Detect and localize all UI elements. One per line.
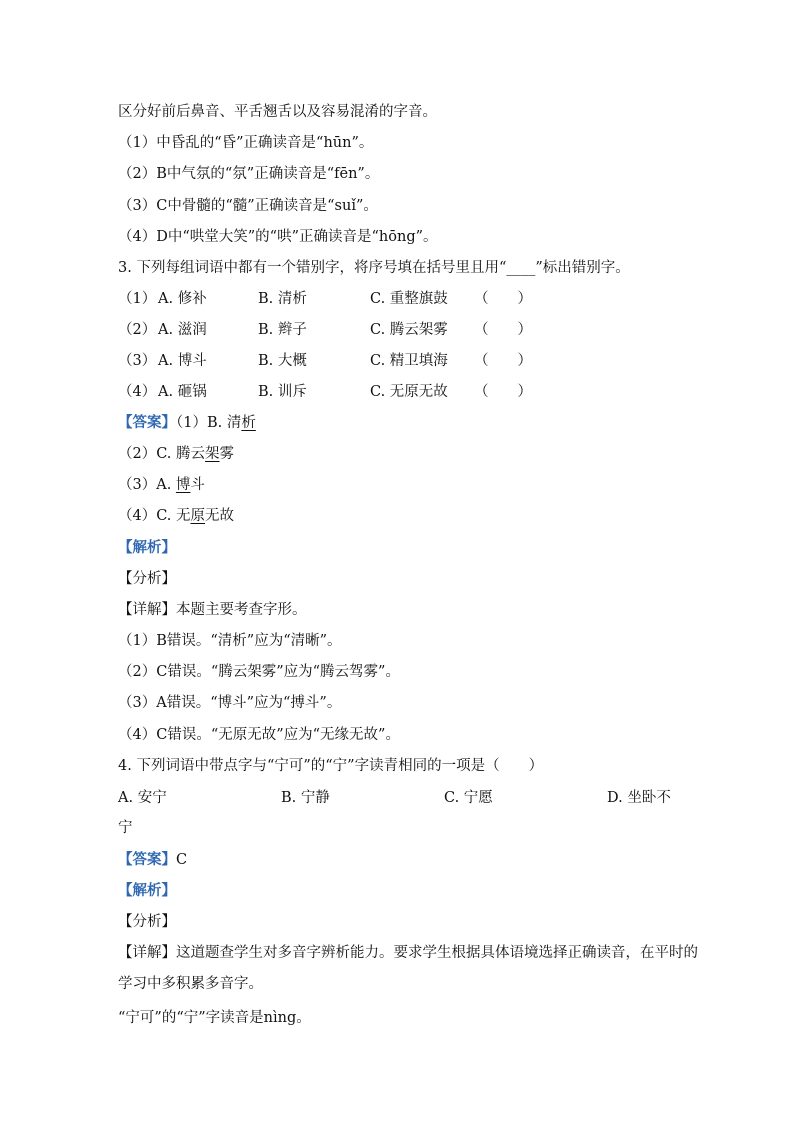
- answer-blank: （ ）: [474, 384, 532, 400]
- q4-last-line: “宁可”的“宁”字读音是nìng。: [118, 1010, 311, 1026]
- q4-option-b: B. 宁静: [281, 790, 330, 806]
- q3-fenxi-tag: 【分析】: [118, 571, 176, 587]
- q3-xiangjie: 【详解】本题主要考查字形。: [118, 602, 307, 618]
- q3-answer-3: （3）A. 博斗: [118, 477, 205, 493]
- q3-answer-2: （2）C. 腾云架雾: [118, 446, 235, 462]
- underlined-char: 析: [241, 415, 256, 431]
- q2-item-3: （3）C中骨髓的“髓”正确读音是“suǐ”。: [118, 198, 378, 214]
- q3-jiexi-tag: 【解析】: [118, 539, 176, 556]
- intro-text: 区分好前后鼻音、平舌翘舌以及容易混淆的字音。: [118, 104, 437, 120]
- q4-stem: 4. 下列词语中带点字与“宁可”的“宁”字读青相同的一项是（ ）: [118, 758, 544, 774]
- option-a: A. 修补: [158, 291, 207, 307]
- xiangjie-tag: 【详解】: [118, 945, 176, 961]
- q4-option-c: C. 宁愿: [444, 790, 493, 806]
- q2-item-2: （2）B中气氛的“氛”正确读音是“fēn”。: [118, 166, 380, 182]
- answer-tag: 【答案】: [118, 414, 176, 431]
- option-b: B. 辫子: [258, 322, 307, 338]
- option-c: C. 重整旗鼓: [370, 291, 448, 307]
- q4-jiexi-tag: 【解析】: [118, 882, 176, 899]
- option-b: B. 大概: [258, 353, 307, 369]
- q3-detail-4: （4）C错误。“无原无故”应为“无缘无故”。: [118, 727, 400, 743]
- answer-blank: （ ）: [474, 322, 532, 338]
- q4-xiangjie-cont: 学习中多积累多音字。: [118, 976, 263, 992]
- answer-blank: （ ）: [474, 353, 532, 369]
- row-number: （4）: [118, 384, 157, 400]
- underlined-char: 原: [190, 508, 206, 524]
- q3-detail-3: （3）A错误。“博斗”应为“搏斗”。: [118, 695, 342, 711]
- underlined-char: 博: [175, 477, 191, 493]
- q3-answer-4: （4）C. 无原无故: [118, 508, 235, 524]
- q4-fenxi-tag: 【分析】: [118, 914, 176, 930]
- option-c: C. 腾云架雾: [370, 322, 448, 338]
- q4-option-a: A. 安宁: [118, 790, 167, 806]
- q3-detail-2: （2）C错误。“腾云架雾”应为“腾云驾雾”。: [118, 664, 400, 680]
- option-b: B. 训斥: [258, 384, 307, 400]
- q3-detail-1: （1）B错误。“清析”应为“清晰”。: [118, 633, 342, 649]
- row-number: （2）: [118, 322, 157, 338]
- answer-blank: （ ）: [474, 291, 532, 307]
- q3-stem: 3. 下列每组词语中都有一个错别字，将序号填在括号里且用“____”标出错别字。: [118, 260, 630, 276]
- q4-answer: 【答案】C: [118, 851, 188, 868]
- q4-option-d-wrap: 宁: [118, 820, 133, 836]
- option-a: A. 滋润: [158, 322, 207, 338]
- option-c: C. 精卫填海: [370, 353, 448, 369]
- option-c: C. 无原无故: [370, 384, 448, 400]
- row-number: （1）: [118, 291, 157, 307]
- xiangjie-tag: 【详解】: [118, 602, 176, 618]
- q2-item-1: （1）中昏乱的“昏”正确读音是“hūn”。: [118, 135, 374, 151]
- underlined-char: 架: [205, 446, 220, 462]
- q2-item-4: （4）D中“哄堂大笑”的“哄”正确读音是“hōng”。: [118, 229, 438, 245]
- q3-answer-1: 【答案】（1）B. 清析: [118, 414, 256, 431]
- row-number: （3）: [118, 353, 157, 369]
- answer-tag: 【答案】: [118, 851, 176, 868]
- q4-xiangjie: 【详解】这道题查学生对多音字辨析能力。要求学生根据具体语境选择正确读音，在平时的: [118, 945, 698, 961]
- option-a: A. 博斗: [158, 353, 207, 369]
- q4-option-d: D. 坐卧不: [607, 790, 671, 806]
- option-a: A. 砸锅: [158, 384, 207, 400]
- option-b: B. 清析: [258, 291, 307, 307]
